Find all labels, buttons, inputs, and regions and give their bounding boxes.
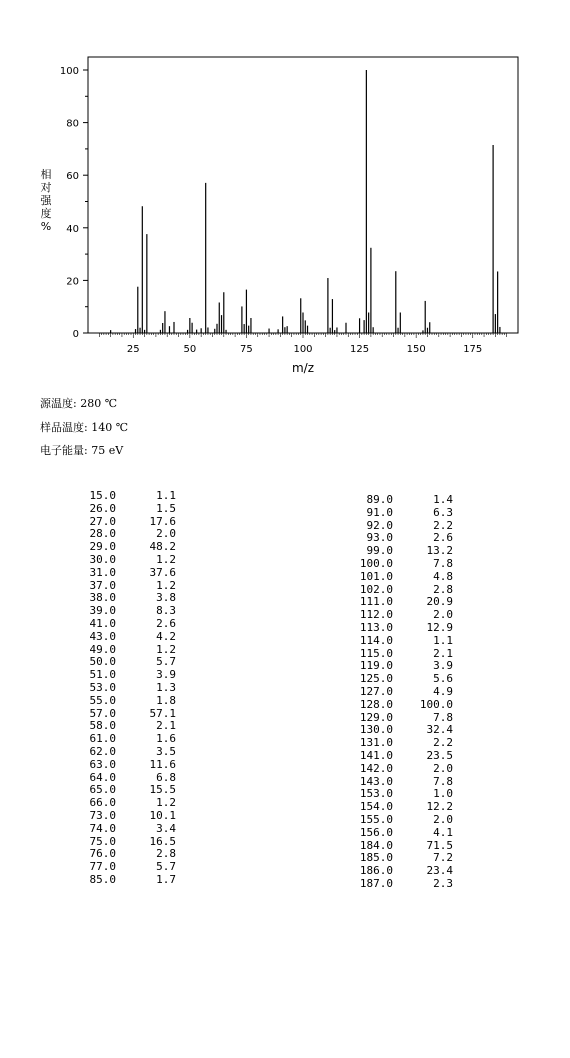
- x-tick-label: 25: [126, 344, 140, 355]
- peak-mz: 31.0: [89, 565, 116, 579]
- peak-mz: 43.0: [89, 629, 116, 643]
- peak-abundance: 2.6: [433, 531, 453, 545]
- peak-abundance: 71.5: [426, 838, 453, 852]
- x-tick-label: 175: [463, 344, 483, 355]
- peak-mz: 113.0: [359, 620, 393, 634]
- peak-abundance: 8.3: [156, 604, 176, 618]
- peak-row: [349, 622, 479, 635]
- peak-mz: 89.0: [366, 493, 393, 506]
- peak-mz: 77.0: [89, 860, 116, 874]
- peak-abundance: 2.3: [433, 876, 453, 890]
- peak-mz: 155.0: [359, 812, 393, 826]
- mass-spectrum-chart: [0, 0, 570, 380]
- peak-row: [349, 699, 479, 712]
- peak-abundance: 4.2: [156, 629, 176, 643]
- peak-mz: 66.0: [89, 796, 116, 810]
- peak-abundance: 12.9: [426, 620, 453, 634]
- peak-mz: 101.0: [359, 569, 393, 583]
- peak-mz: 92.0: [366, 518, 393, 532]
- peak-mz: 129.0: [359, 710, 393, 724]
- peak-mz: 50.0: [89, 655, 116, 669]
- peak-abundance: 4.1: [433, 825, 453, 839]
- peak-row: [349, 801, 479, 814]
- peak-row: [349, 827, 479, 840]
- peak-mz: 130.0: [359, 723, 393, 737]
- peak-mz: 74.0: [89, 821, 116, 835]
- source-temperature: 源温度: 280 ℃: [40, 397, 117, 410]
- peak-mz: 26.0: [89, 501, 116, 515]
- peak-abundance: 1.5: [156, 501, 176, 515]
- peak-row: [349, 558, 479, 571]
- peak-row: [349, 750, 479, 763]
- x-tick-label: 75: [240, 344, 253, 355]
- peak-mz: 63.0: [89, 757, 116, 771]
- peak-abundance: 17.6: [149, 514, 176, 528]
- peak-mz: 39.0: [89, 604, 116, 618]
- peak-abundance: 2.8: [156, 847, 176, 861]
- peak-mz: 100.0: [359, 556, 393, 570]
- peak-row: [72, 823, 202, 836]
- peak-mz: 112.0: [359, 608, 393, 622]
- peak-row: [72, 631, 202, 644]
- peak-mz: 37.0: [89, 578, 116, 592]
- peak-abundance: 100.0: [419, 697, 453, 711]
- peak-row: [72, 618, 202, 631]
- peak-abundance: 1.4: [433, 493, 453, 506]
- peak-abundance: 3.5: [156, 744, 176, 758]
- peak-mz: 30.0: [89, 552, 116, 566]
- peak-abundance: 7.8: [433, 774, 453, 788]
- peak-mz: 49.0: [89, 642, 116, 656]
- peak-mz: 186.0: [359, 864, 393, 878]
- peak-mz: 58.0: [89, 719, 116, 733]
- y-axis-label-char: 相: [40, 168, 52, 181]
- peak-abundance: 4.8: [433, 569, 453, 583]
- y-axis-label-char: 强: [40, 194, 52, 207]
- peak-mz: 127.0: [359, 684, 393, 698]
- x-tick-label: 100: [293, 344, 313, 355]
- peak-mz: 91.0: [366, 505, 393, 519]
- peak-row: [349, 763, 479, 776]
- peak-abundance: 3.8: [156, 591, 176, 605]
- y-tick-label: 40: [66, 223, 79, 235]
- peak-row: [72, 861, 202, 874]
- peak-mz: 93.0: [366, 531, 393, 545]
- peak-abundance: 6.3: [433, 505, 453, 519]
- peak-mz: 62.0: [89, 744, 116, 758]
- peak-abundance: 2.0: [433, 761, 453, 775]
- peak-mz: 119.0: [359, 659, 393, 673]
- peak-row: [349, 507, 479, 520]
- peak-mz: 102.0: [359, 582, 393, 596]
- y-tick-label: 60: [66, 171, 79, 183]
- peak-abundance: 1.2: [156, 796, 176, 810]
- peak-abundance: 6.8: [156, 770, 176, 784]
- peak-table-right: [349, 494, 479, 891]
- y-tick-label: 20: [66, 276, 79, 288]
- peak-mz: 99.0: [366, 544, 393, 558]
- peak-abundance: 7.8: [433, 556, 453, 570]
- peak-abundance: 12.2: [426, 800, 453, 814]
- peak-mz: 53.0: [89, 680, 116, 694]
- peak-row: [72, 759, 202, 772]
- peak-row: [72, 874, 202, 887]
- peak-row: [349, 494, 479, 507]
- peak-abundance: 15.5: [149, 783, 176, 797]
- peak-abundance: 1.6: [156, 732, 176, 746]
- peak-abundance: 2.1: [156, 719, 176, 733]
- x-axis: [99, 333, 506, 355]
- peak-mz: 38.0: [89, 591, 116, 605]
- peak-abundance: 48.2: [149, 540, 176, 554]
- y-axis-label-char: 对: [40, 181, 52, 194]
- peak-abundance: 37.6: [149, 565, 176, 579]
- peak-mz: 76.0: [89, 847, 116, 861]
- peak-mz: 115.0: [359, 646, 393, 660]
- peak-abundance: 10.1: [149, 808, 176, 822]
- peak-abundance: 5.7: [156, 860, 176, 874]
- peak-row: [349, 686, 479, 699]
- peak-row: [72, 695, 202, 708]
- peak-row: [349, 865, 479, 878]
- peak-mz: 55.0: [89, 693, 116, 707]
- peak-abundance: 2.6: [156, 616, 176, 630]
- y-tick-label: 0: [72, 329, 79, 340]
- peak-row: [72, 554, 202, 567]
- peak-mz: 187.0: [359, 876, 393, 890]
- peak-abundance: 13.2: [426, 544, 453, 558]
- peak-row: [72, 490, 202, 503]
- y-axis-label: [41, 167, 53, 233]
- peak-abundance: 7.2: [433, 851, 453, 865]
- y-axis-label-char: 度: [40, 207, 52, 220]
- x-axis-label: m/z: [291, 361, 315, 375]
- peak-row: [349, 814, 479, 827]
- peak-mz: 131.0: [359, 736, 393, 750]
- peak-mz: 154.0: [359, 800, 393, 814]
- peak-mz: 114.0: [359, 633, 393, 647]
- peak-row: [72, 567, 202, 580]
- peak-table-left: [72, 490, 202, 887]
- peak-mz: 73.0: [89, 808, 116, 822]
- peak-abundance: 5.6: [433, 672, 453, 686]
- peak-abundance: 2.2: [433, 736, 453, 750]
- spectrum-bars: [111, 70, 500, 333]
- peak-abundance: 3.9: [156, 668, 176, 682]
- peak-row: [72, 746, 202, 759]
- peak-mz: 153.0: [359, 787, 393, 801]
- x-tick-label: 150: [406, 344, 426, 355]
- peak-abundance: 2.0: [156, 527, 176, 541]
- peak-abundance: 7.8: [433, 710, 453, 724]
- y-tick-label: 100: [59, 66, 79, 77]
- peak-abundance: 1.3: [156, 680, 176, 694]
- peak-row: [72, 810, 202, 823]
- peak-abundance: 1.2: [156, 578, 176, 592]
- peak-abundance: 20.9: [426, 595, 453, 609]
- peak-abundance: 11.6: [149, 757, 176, 771]
- peak-abundance: 5.7: [156, 655, 176, 669]
- peak-abundance: 1.8: [156, 693, 176, 707]
- peak-mz: 29.0: [89, 540, 116, 554]
- peak-abundance: 3.9: [433, 659, 453, 673]
- peak-mz: 65.0: [89, 783, 116, 797]
- peak-mz: 184.0: [359, 838, 393, 852]
- x-tick-label: 125: [350, 344, 370, 355]
- sample-temperature: 样品温度: 140 ℃: [40, 421, 128, 434]
- peak-abundance: 23.4: [426, 864, 453, 878]
- peak-mz: 75.0: [89, 834, 116, 848]
- peak-abundance: 32.4: [426, 723, 453, 737]
- peak-row: [349, 878, 479, 891]
- peak-mz: 111.0: [359, 595, 393, 609]
- peak-mz: 156.0: [359, 825, 393, 839]
- peak-mz: 143.0: [359, 774, 393, 788]
- y-axis: [60, 66, 88, 340]
- peak-mz: 125.0: [359, 672, 393, 686]
- plot-frame: [88, 57, 518, 333]
- peak-abundance: 2.2: [433, 518, 453, 532]
- peak-abundance: 1.1: [156, 489, 176, 502]
- peak-mz: 27.0: [89, 514, 116, 528]
- y-axis-label-char: %: [40, 220, 52, 233]
- peak-abundance: 16.5: [149, 834, 176, 848]
- peak-abundance: 3.4: [156, 821, 176, 835]
- peak-row: [72, 503, 202, 516]
- peak-mz: 64.0: [89, 770, 116, 784]
- peak-mz: 185.0: [359, 851, 393, 865]
- peak-abundance: 1.1: [433, 633, 453, 647]
- peak-abundance: 1.2: [156, 642, 176, 656]
- peak-abundance: 1.2: [156, 552, 176, 566]
- peak-row: [349, 571, 479, 584]
- peak-abundance: 2.8: [433, 582, 453, 596]
- peak-abundance: 2.0: [433, 812, 453, 826]
- peak-abundance: 57.1: [149, 706, 176, 720]
- peak-mz: 28.0: [89, 527, 116, 541]
- peak-row: [349, 635, 479, 648]
- peak-abundance: 2.1: [433, 646, 453, 660]
- peak-row: [72, 682, 202, 695]
- x-tick-label: 50: [183, 344, 197, 355]
- peak-mz: 15.0: [89, 489, 116, 502]
- peak-mz: 41.0: [89, 616, 116, 630]
- peak-abundance: 2.0: [433, 608, 453, 622]
- peak-abundance: 1.7: [156, 872, 176, 886]
- peak-mz: 85.0: [89, 872, 116, 886]
- peak-mz: 128.0: [359, 697, 393, 711]
- peak-mz: 61.0: [89, 732, 116, 746]
- peak-abundance: 23.5: [426, 748, 453, 762]
- peak-mz: 142.0: [359, 761, 393, 775]
- peak-abundance: 1.0: [433, 787, 453, 801]
- y-tick-label: 80: [66, 118, 79, 130]
- peak-mz: 141.0: [359, 748, 393, 762]
- peak-mz: 51.0: [89, 668, 116, 682]
- electron-energy: 电子能量: 75 eV: [40, 444, 124, 457]
- peak-abundance: 4.9: [433, 684, 453, 698]
- peak-mz: 57.0: [89, 706, 116, 720]
- peak-row: [72, 797, 202, 810]
